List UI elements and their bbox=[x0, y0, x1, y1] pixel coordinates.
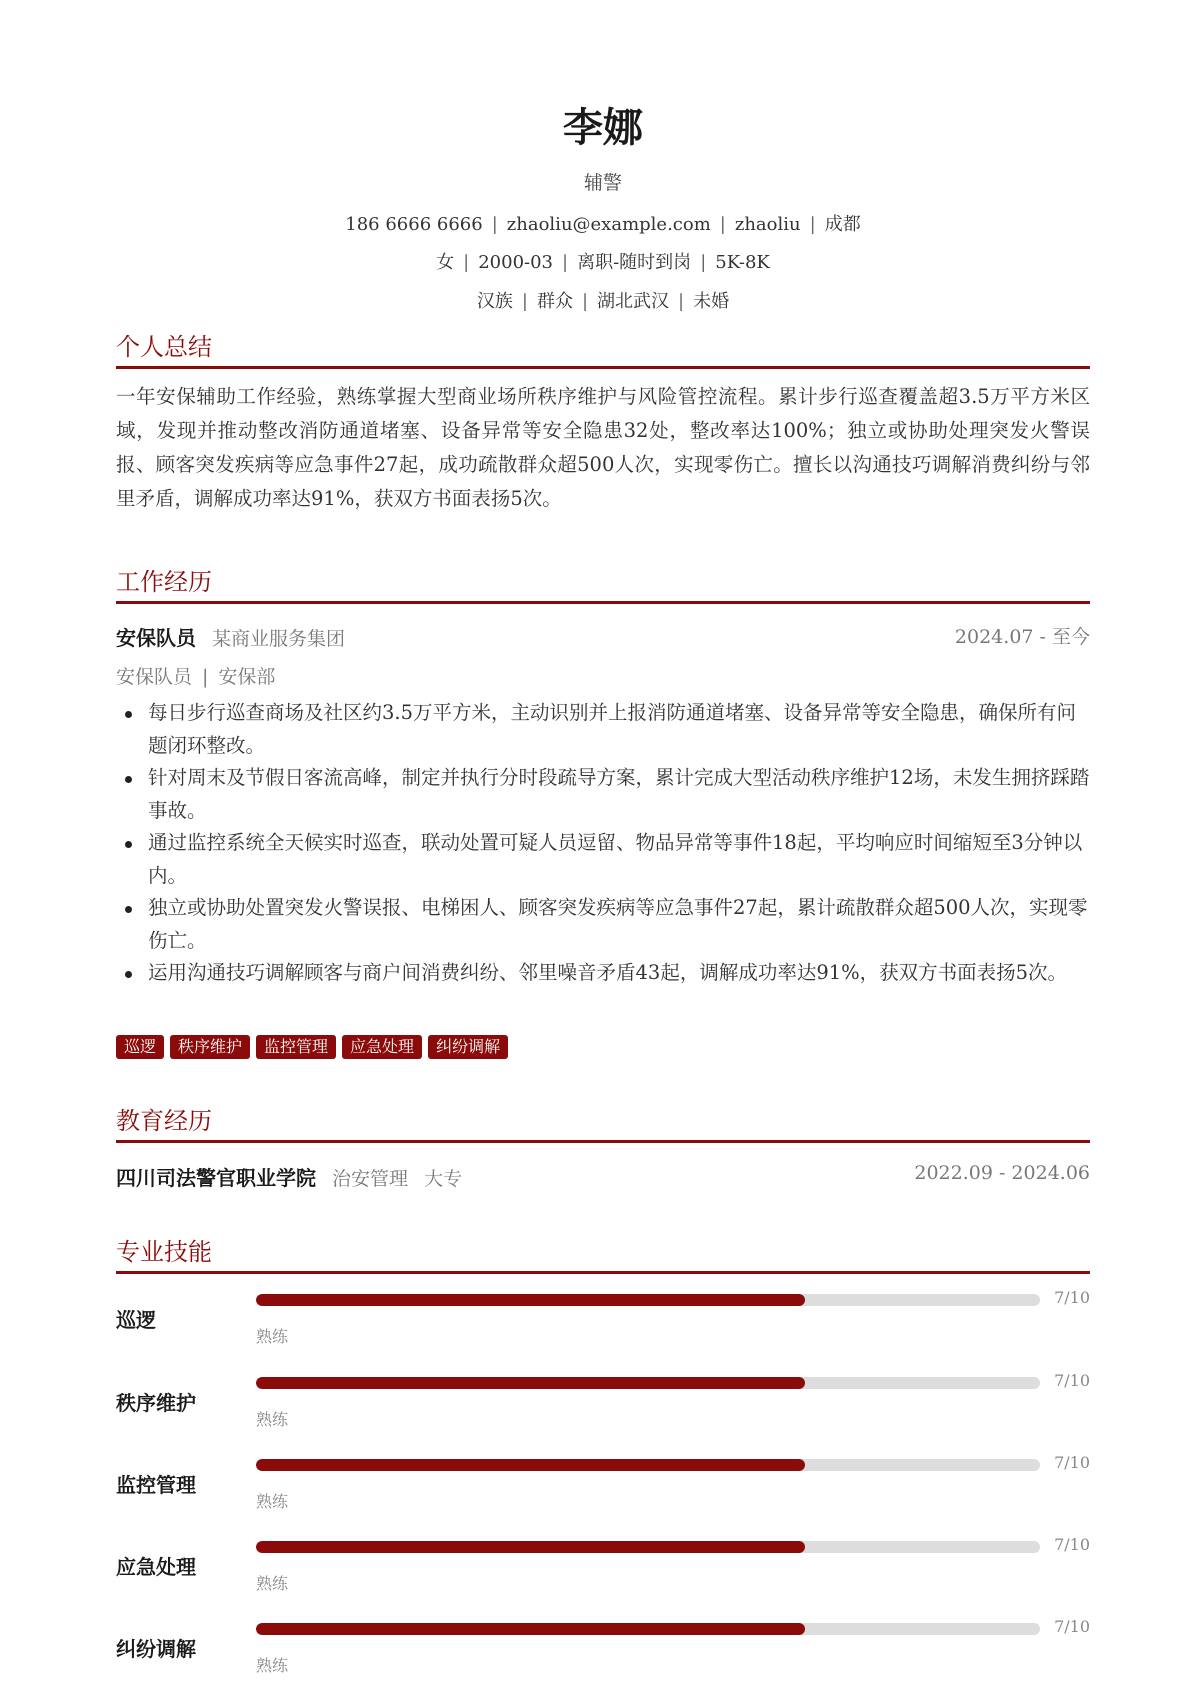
degree: 大专 bbox=[424, 1168, 463, 1190]
more-info-line bbox=[116, 287, 1090, 313]
skill-progress-fill bbox=[256, 1623, 805, 1635]
section-divider bbox=[116, 1140, 1090, 1143]
skill-progress-fill bbox=[256, 1541, 805, 1553]
job-title: 辅警 bbox=[583, 172, 622, 194]
city: 成都 bbox=[824, 214, 861, 235]
basics-line bbox=[116, 248, 1090, 274]
skill-name: 应急处理 bbox=[116, 1555, 196, 1579]
hometown: 湖北武汉 bbox=[597, 291, 670, 312]
phone: 186 6666 6666 bbox=[345, 214, 483, 235]
skill-row bbox=[116, 1371, 1090, 1457]
contact-line bbox=[116, 210, 1090, 236]
work-company: 某商业服务集团 bbox=[212, 628, 346, 650]
separator: | bbox=[521, 291, 528, 312]
candidate-name: 李娜 bbox=[563, 104, 643, 151]
education-entry bbox=[116, 1162, 1090, 1191]
skill-name: 秩序维护 bbox=[116, 1391, 196, 1415]
work-entry-header bbox=[116, 622, 1090, 651]
section-divider bbox=[116, 366, 1090, 369]
list-item: 独立或协助处置突发火警误报、电梯困人、顾客突发疾病等应急事件27起，累计疏散群众超500人次，实现零伤亡。 bbox=[116, 892, 1090, 957]
skill-row bbox=[116, 1453, 1090, 1539]
separator: | bbox=[678, 291, 685, 312]
skill-name: 监控管理 bbox=[116, 1473, 196, 1497]
list-item: 每日步行巡查商场及社区约3.5万平方米，主动识别并上报消防通道堵塞、设备异常等安全隐患，确保所有问题闭环整改。 bbox=[116, 697, 1090, 762]
list-item: 针对周末及节假日客流高峰，制定并执行分时段疏导方案，累计完成大型活动秩序维护12场，未发生拥挤踩踏事故。 bbox=[116, 762, 1090, 827]
separator: | bbox=[719, 214, 726, 235]
skill-progress-fill bbox=[256, 1377, 805, 1389]
list-item: 运用沟通技巧调解顾客与商户间消费纠纷、邻里噪音矛盾43起，调解成功率达91%，获双方书面表扬5次。 bbox=[116, 957, 1090, 990]
section-title-education: 教育经历 bbox=[116, 1107, 212, 1135]
job-status: 离职-随时到岗 bbox=[577, 252, 692, 273]
skill-progress-fill bbox=[256, 1294, 805, 1306]
skill-row bbox=[116, 1288, 1090, 1374]
skill-score: 7/10 bbox=[1054, 1535, 1090, 1554]
skill-level: 熟练 bbox=[256, 1327, 289, 1346]
section-divider bbox=[116, 1271, 1090, 1274]
skill-level: 熟练 bbox=[256, 1656, 289, 1675]
ethnicity: 汉族 bbox=[476, 291, 513, 312]
skill-tag: 秩序维护 bbox=[170, 1035, 250, 1059]
section-title-skills: 专业技能 bbox=[116, 1238, 212, 1266]
education-date: 2022.09 - 2024.06 bbox=[914, 1162, 1090, 1184]
work-position: 安保队员 bbox=[116, 626, 196, 650]
separator: | bbox=[463, 252, 470, 273]
work-entry-subline bbox=[116, 662, 275, 689]
skill-row bbox=[116, 1535, 1090, 1621]
section-divider bbox=[116, 601, 1090, 604]
separator: | bbox=[700, 252, 707, 273]
work-department: 安保部 bbox=[218, 666, 276, 688]
skill-level: 熟练 bbox=[256, 1492, 289, 1511]
wechat: zhaoliu bbox=[734, 214, 801, 235]
skill-name: 纠纷调解 bbox=[116, 1637, 196, 1661]
skill-score: 7/10 bbox=[1054, 1371, 1090, 1390]
skill-progress-track bbox=[256, 1294, 1040, 1306]
skill-tag: 纠纷调解 bbox=[428, 1035, 508, 1059]
separator: | bbox=[581, 291, 589, 312]
skill-progress-track bbox=[256, 1541, 1040, 1553]
section-title-work: 工作经历 bbox=[116, 568, 212, 596]
email: zhaoliu@example.com bbox=[506, 214, 711, 235]
separator: | bbox=[491, 214, 498, 235]
separator: | bbox=[809, 214, 816, 235]
skill-tag: 应急处理 bbox=[342, 1035, 422, 1059]
skill-score: 7/10 bbox=[1054, 1617, 1090, 1636]
skill-score: 7/10 bbox=[1054, 1453, 1090, 1472]
work-role: 安保队员 bbox=[116, 666, 193, 688]
work-tags bbox=[116, 1035, 514, 1059]
skill-progress-fill bbox=[256, 1459, 805, 1471]
separator: | bbox=[202, 666, 209, 688]
skill-level: 熟练 bbox=[256, 1574, 289, 1593]
section-title-summary: 个人总结 bbox=[116, 333, 212, 361]
summary-text: 一年安保辅助工作经验，熟练掌握大型商业场所秩序维护与风险管控流程。累计步行巡查覆盖超3.5万平方米区域，发现并推动整改消防通道堵塞、设备异常等安全隐患32处，整改率达100%；独立或协助处理突发火警误报、顾客突发疾病等应急事件27起，成功疏散群众超500人次，实现零伤亡。擅长以沟通技巧调解消费纠纷与邻里矛盾，调解成功率达91%，获双方书面表扬5次。 bbox=[116, 385, 1090, 510]
skill-tag: 巡逻 bbox=[116, 1035, 164, 1059]
list-item: 通过监控系统全天候实时巡查，联动处置可疑人员逗留、物品异常等事件18起，平均响应时间缩短至3分钟以内。 bbox=[116, 827, 1090, 892]
skill-progress-track bbox=[256, 1459, 1040, 1471]
school-name: 四川司法警官职业学院 bbox=[116, 1166, 316, 1190]
skill-score: 7/10 bbox=[1054, 1288, 1090, 1307]
salary: 5K-8K bbox=[715, 252, 770, 273]
skill-tag: 监控管理 bbox=[256, 1035, 336, 1059]
gender: 女 bbox=[436, 252, 455, 273]
separator: | bbox=[562, 252, 569, 273]
skill-level: 熟练 bbox=[256, 1410, 289, 1429]
birth-date: 2000-03 bbox=[478, 252, 554, 273]
skill-row bbox=[116, 1617, 1090, 1703]
work-bullet-list bbox=[116, 697, 1090, 990]
major: 治安管理 bbox=[332, 1168, 409, 1190]
skill-progress-track bbox=[256, 1377, 1040, 1389]
work-date: 2024.07 - 至今 bbox=[954, 626, 1090, 648]
skill-progress-track bbox=[256, 1623, 1040, 1635]
skill-name: 巡逻 bbox=[116, 1308, 156, 1332]
political-status: 群众 bbox=[536, 291, 573, 312]
marital-status: 未婚 bbox=[693, 291, 730, 312]
